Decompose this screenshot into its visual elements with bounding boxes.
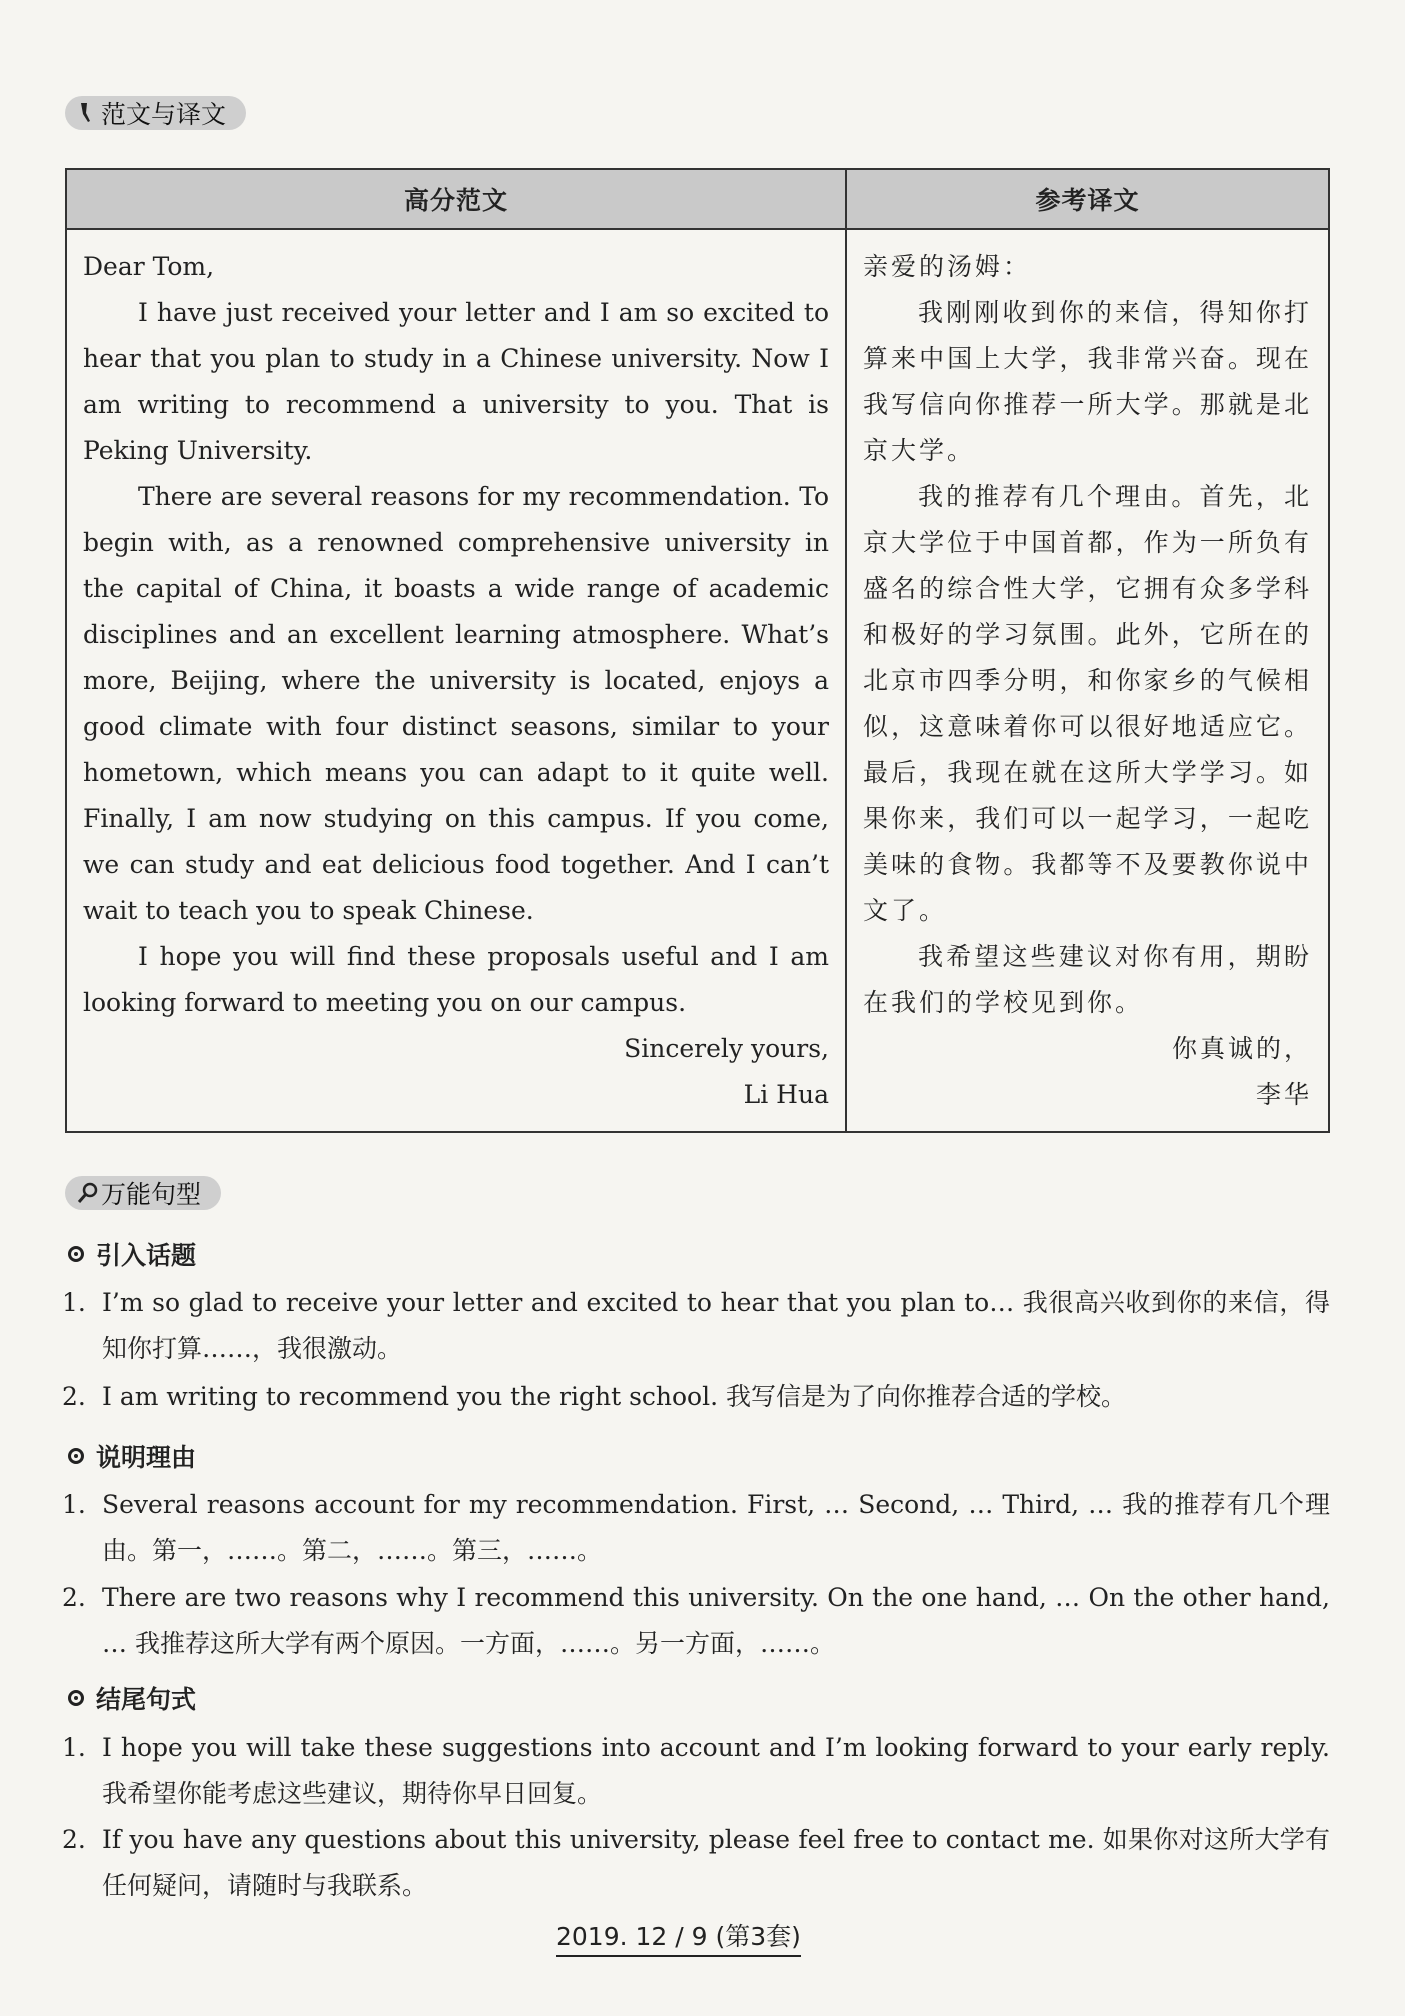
section-tag-model-essay — [65, 96, 246, 130]
list-item: 1. I’m so glad to receive your letter and excited to hear that you plan to… 我很高兴收到你的来信，得知你打算……，我很激动。 — [62, 1288, 1330, 1363]
english-salutation: Dear Tom, — [83, 252, 215, 281]
bullet-circle-icon — [68, 1246, 84, 1262]
bullet-circle-icon — [68, 1690, 84, 1706]
group-heading: 说明理由 — [68, 1438, 196, 1474]
magnifier-icon — [77, 1181, 95, 1205]
list-item: 1. Several reasons account for my recommendation. First, … Second, … Third, … 我的推荐有几个理由。第一，……。第二，……。第三，……。 — [62, 1490, 1330, 1565]
chinese-salutation: 亲爱的汤姆： — [863, 252, 1032, 281]
chinese-paragraph: 我的推荐有几个理由。首先，北京大学位于中国首都，作为一所负有盛名的综合性大学，它拥有众多学科和极好的学习氛围。此外，它所在的北京市四季分明，和你家乡的气候相似，这意味着你可以很好地适应它。最后，我现在就在这所大学学习。如果你来，我们可以一起学习，一起吃美味的食物。我都等不及要教你说中文了。 — [863, 482, 1312, 925]
section-title: 万能句型 — [101, 1180, 202, 1209]
page-footer: 2019. 12 / 9 (第3套) — [556, 1917, 801, 1957]
bullet-circle-icon — [68, 1448, 84, 1464]
group-heading: 引入话题 — [68, 1236, 196, 1272]
list-item: 2. There are two reasons why I recommend this university. On the one hand, … On the other hand, … 我推荐这所大学有两个原因。一方面，……。另一方面，……。 — [62, 1583, 1330, 1658]
english-paragraph: There are several reasons for my recommendation. To begin with, as a renowned comprehensive university in the capital of China, it boasts a wide range of academic disciplines and an excellent learning atmosphere. What’s more, Beijing, where the university is located, enjoys a good climate with four distinct seasons, similar to your hometown, which means you can adapt to it quite well. Finally, I am now studying on this campus. If you come, we can study and eat delicious food together. And I can’t wait to teach you to speak Chinese. — [83, 482, 829, 925]
english-closing: Sincerely yours, — [624, 1034, 829, 1063]
essay-table — [65, 168, 1330, 1133]
list-item: 2. I am writing to recommend you the right school. 我写信是为了向你推荐合适的学校。 — [62, 1382, 1127, 1411]
english-paragraph: I hope you will find these proposals useful and I am looking forward to meeting you on our campus. — [83, 942, 829, 1017]
section-title: 范文与译文 — [101, 100, 227, 129]
chinese-closing: 你真诚的， — [1171, 1034, 1312, 1063]
english-paragraph: I have just received your letter and I am so excited to hear that you plan to study in a Chinese university. Now I am writing to recommend a university to you. That is Peking University. — [83, 298, 829, 465]
header-model-essay: 高分范文 — [66, 169, 846, 229]
chinese-paragraph: 我希望这些建议对你有用，期盼在我们的学校见到你。 — [863, 942, 1312, 1017]
section-tag-sentence-patterns — [65, 1176, 221, 1210]
list-item: 2. If you have any questions about this university, please feel free to contact me. 如果你对这所大学有任何疑问，请随时与我联系。 — [62, 1825, 1330, 1900]
header-translation: 参考译文 — [846, 169, 1329, 229]
pen-icon — [77, 101, 95, 125]
english-essay — [66, 229, 846, 1132]
chinese-signature: 李华 — [1255, 1080, 1312, 1109]
chinese-paragraph: 我刚刚收到你的来信，得知你打算来中国上大学，我非常兴奋。现在我写信向你推荐一所大学。那就是北京大学。 — [863, 298, 1312, 465]
group-heading: 结尾句式 — [68, 1680, 196, 1716]
english-signature: Li Hua — [743, 1080, 829, 1109]
chinese-translation — [846, 229, 1329, 1132]
list-item: 1. I hope you will take these suggestions into account and I’m looking forward to your early reply. 我希望你能考虑这些建议，期待你早日回复。 — [62, 1733, 1330, 1808]
